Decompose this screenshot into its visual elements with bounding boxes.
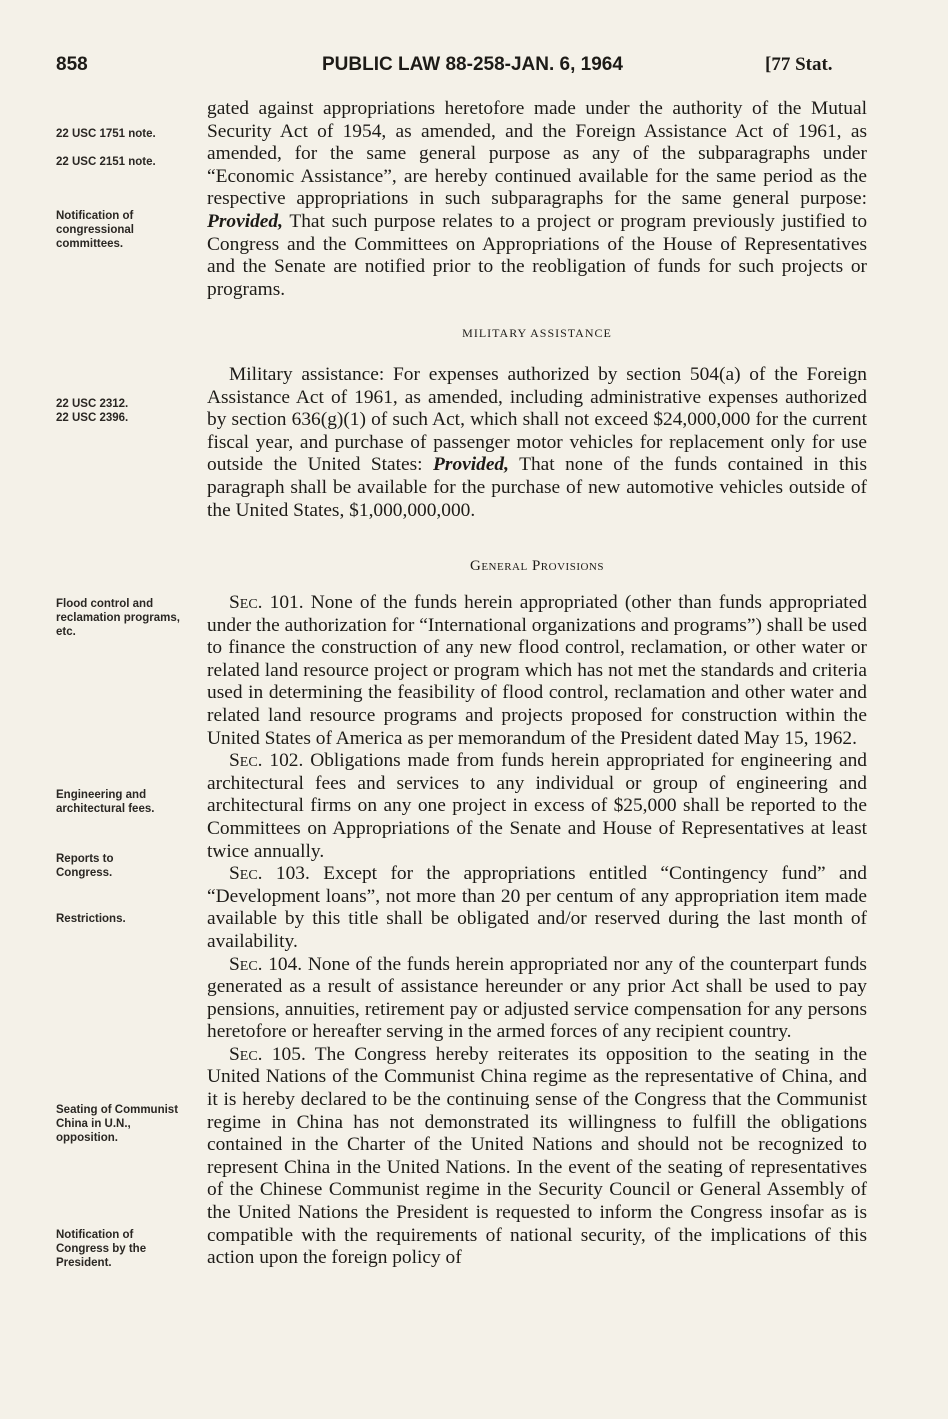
military-assistance-heading: MILITARY ASSISTANCE — [462, 326, 612, 340]
section-105-label: Sec. 105. — [229, 1043, 306, 1065]
page-header — [0, 50, 948, 80]
section-101-text: None of the funds herein appropriated (other than funds appropriated under the authorization for “International organizations and programs”) shall be used to finance the construction of any new flood control, reclamation, or other water or related land resource project or program which has not met the standards and criteria used in determining the feasibility of flood control, reclamation and other water and related land resource programs and projects proposed for construction within the United States of America as per memorandum of the President dated May 15, 1962. — [207, 592, 867, 749]
section-101 — [207, 592, 867, 750]
intro-text-b: That such purpose relates to a project or program previously justified to Congress and the Committees on Appropriations of the House of Representatives and the Senate are notified prior to the reobligation of funds for such projects or programs. — [207, 210, 868, 300]
margin-note-usc-2396: 22 USC 2396. — [56, 412, 129, 424]
section-103 — [207, 863, 867, 953]
margin-note-notification-committees: Notification of congressional committees. — [56, 210, 134, 250]
margin-note-seating: Seating of Communist China in U.N., opposition. — [56, 1104, 179, 1144]
intro-proviso: Provided, — [207, 210, 283, 232]
volume-reference: [77 Stat. — [765, 54, 833, 75]
section-103-text: Except for the appropriations entitled “Contingency fund” and “Development loans”, not more than 20 per centum of any appropriation item made available by this title shall be obligated and/or reserved during the last month of availability. — [207, 863, 868, 952]
section-102-label: Sec. 102. — [229, 750, 304, 772]
margin-note-restrictions: Restrictions. — [56, 913, 126, 925]
section-104-text: None of the funds herein appropriated nor any of the counterpart funds generated as a result of assistance hereunder or any prior Act shall be used to pay pensions, annuities, retirement pay or adjusted service compensation for any persons heretofore or hereafter serving in the armed forces of any recipient country. — [207, 953, 867, 1043]
military-text-b: That none of the funds contained in this paragraph shall be available for the purchase of new automotive vehicles outside of the United States, $1,000,000,000. — [207, 454, 867, 521]
section-101-label: Sec. 101. — [229, 592, 304, 613]
section-104-label: Sec. 104. — [229, 953, 303, 975]
general-provisions-heading: General Provisions — [470, 558, 604, 574]
running-title: PUBLIC LAW 88-258-JAN. 6, 1964 — [322, 54, 623, 75]
margin-note-usc-1751: 22 USC 1751 note. — [56, 128, 156, 140]
margin-note-reports: Reports to Congress. — [56, 853, 114, 879]
page-number: 858 — [56, 54, 88, 75]
margin-note-usc-2312: 22 USC 2312. — [56, 398, 129, 410]
military-text-a: Military assistance: For expenses authorized by section 504(a) of the Foreign Assistance Act of 1961, as amended, including administrative expenses authorized by section 636(g)(1) of such Act, which shall not exceed $24,000,000 for the current fiscal year, and purchase of passenger motor vehicles for replacement only for use outside the United States: — [207, 364, 867, 476]
section-102-text: Obligations made from funds herein appropriated for engineering and architectural fees and services to any individual or group of engineering and architectural firms on any one project in excess of $25,000 shall be reported to the Committees on Appropriations of the Senate and House of Representatives at least twice annually. — [207, 750, 867, 862]
section-105-text: The Congress hereby reiterates its opposition to the seating in the United Nations of the Communist China regime as the representative of China, and it is hereby declared to be the continuing sense of the Congress that the Communist regime in China has not demonstrated its willingness to fulfill the obligations contained in the Charter of the United Nations and should not be recognized to represent China in the United Nations. In the event of the seating of representatives of the Chinese Communist regime in the Security Council or General Assembly of the United Nations the President is requested to inform the Congress insofar as is compatible with the requirements of national security, of the implications of this action upon the foreign policy of — [207, 1043, 867, 1269]
military-paragraph — [207, 364, 867, 522]
section-103-label: Sec. 103. — [229, 863, 310, 885]
sections-body — [207, 592, 867, 1270]
margin-note-engineering: Engineering and architectural fees. — [56, 789, 155, 815]
section-102 — [207, 750, 867, 863]
margin-note-flood-control: Flood control and reclamation programs, etc. — [56, 598, 180, 638]
margin-note-usc-2151: 22 USC 2151 note. — [56, 156, 156, 168]
section-105 — [207, 1044, 867, 1270]
margin-note-notification-congress: Notification of Congress by the President. — [56, 1229, 147, 1269]
intro-text-a: gated against appropriations heretofore made under the authority of the Mutual Security Act of 1954, as amended, and the Foreign Assistance Act of 1961, as amended, for the same general purpose as any of the subparagraphs under “Economic Assistance”, are hereby continued available for the same period as the respective appropriations in such subparagraphs for the same general purpose: — [207, 98, 867, 210]
intro-paragraph — [207, 98, 867, 301]
section-104 — [207, 954, 867, 1044]
military-proviso: Provided, — [433, 454, 509, 476]
